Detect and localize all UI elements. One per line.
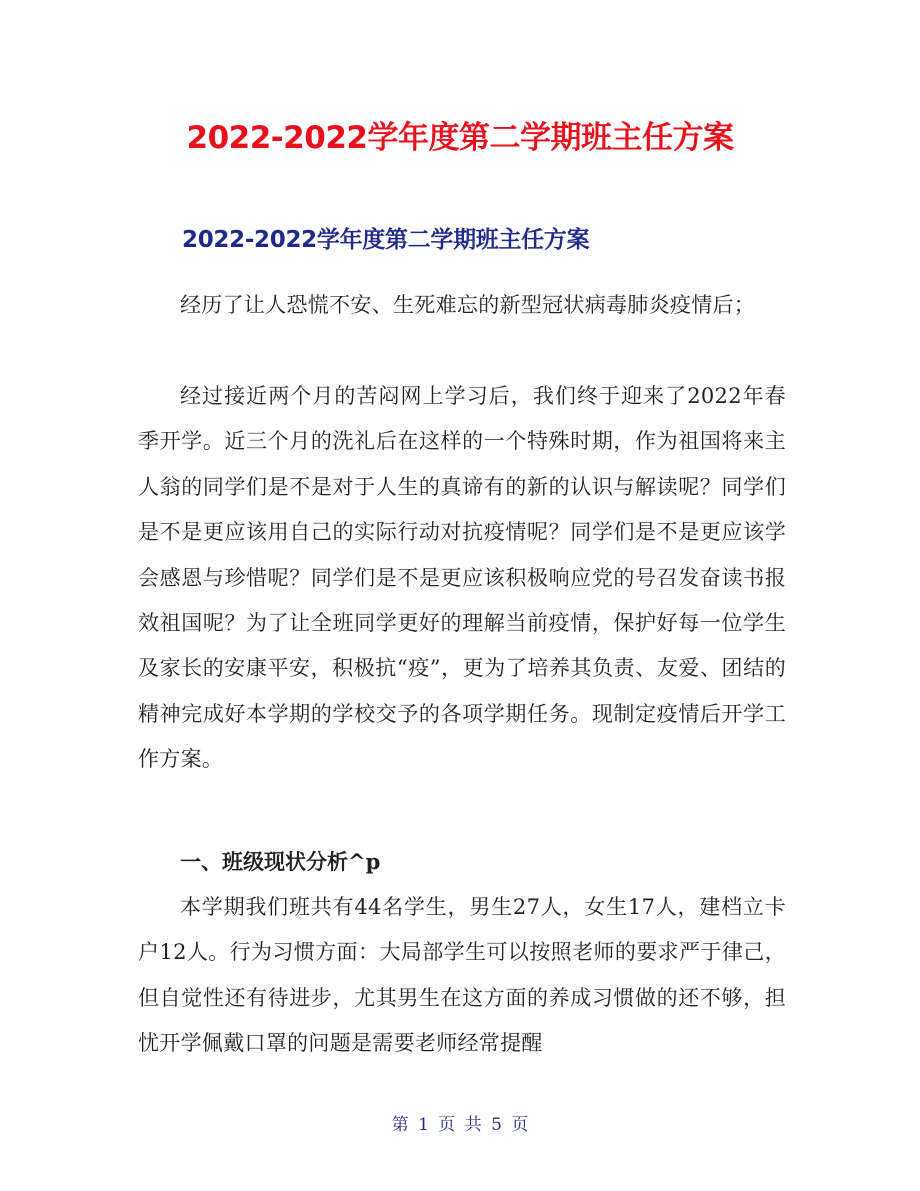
paragraph-class-status: 本学期我们班共有44名学生，男生27人，女生17人，建档立卡户12人。行为习惯方面：大局部学生可以按照老师的要求严于律己，但自觉性还有待进步，尤其男生在这方面的养成习惯做的还不够，担忧开学佩戴口罩的问题是需要老师经常提醒 bbox=[138, 895, 786, 1056]
paragraph-intro: 经历了让人恐慌不安、生死难忘的新型冠状病毒肺炎疫情后； bbox=[180, 293, 756, 317]
document-title: 2022-2022学年度第二学期班主任方案 bbox=[186, 120, 734, 156]
section-heading-class-status: 一、班级现状分析^p bbox=[180, 849, 381, 874]
document-subtitle: 2022-2022学年度第二学期班主任方案 bbox=[182, 227, 590, 253]
paragraph-background: 经过接近两个月的苦闷网上学习后，我们终于迎来了2022年春季开学。近三个月的洗礼后在这样的一个特殊时期，作为祖国将来主人翁的同学们是不是对于人生的真谛有的新的认识与解读呢？同学们是不是更应该用自己的实际行动对抗疫情呢？同学们是不是更应该学会感恩与珍惜呢？同学们是不是更应该积极响应党的号召发奋读书报效祖国呢？为了让全班同学更好的理解当前疫情，保护好每一位学生及家长的安康平安，积极抗“疫”，更为了培养其负责、友爱、团结的精神完成好本学期的学校交予的各项学期任务。现制定疫情后开学工作方案。 bbox=[138, 384, 786, 772]
page-footer: 第 1 页 共 5 页 bbox=[391, 1115, 529, 1135]
